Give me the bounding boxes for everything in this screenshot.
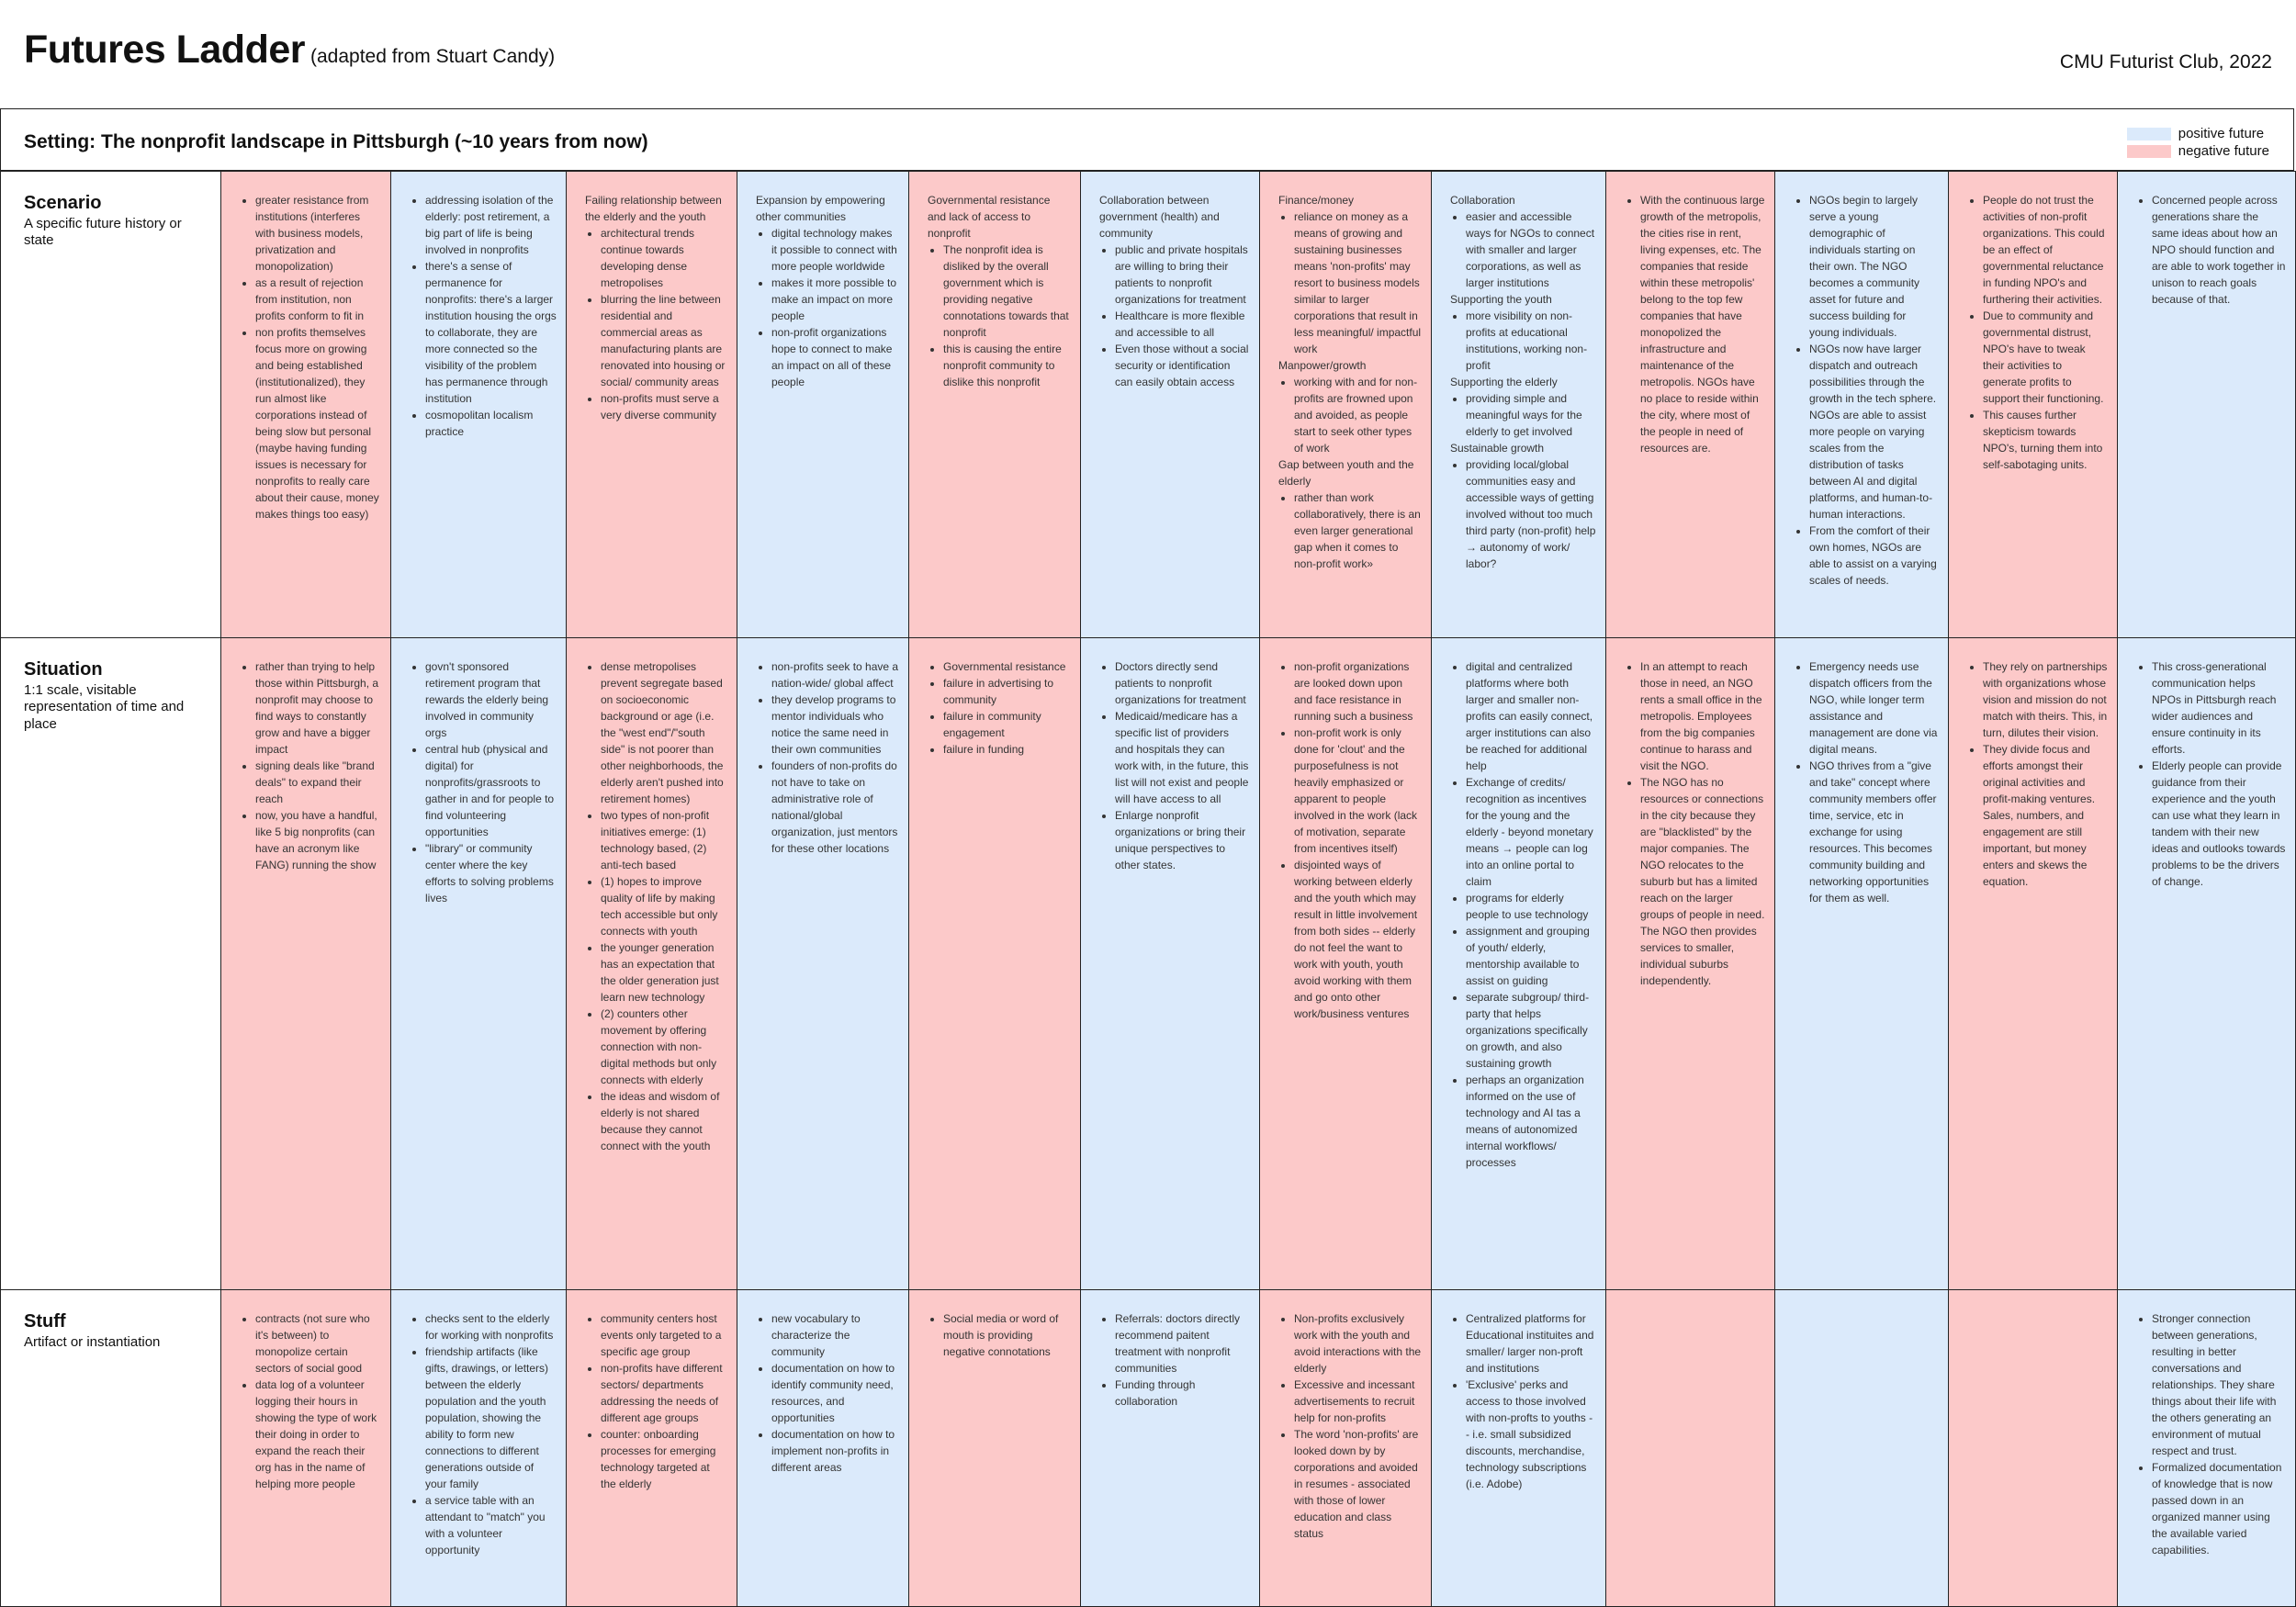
- ladder-cell-scenario-10: [1775, 172, 1949, 637]
- ladder-cell-stuff-2: [391, 1290, 567, 1606]
- bullet-item: • With the continuous large growth of the metropolis, the cities rise in rent, living expenses, etc. The companies that reside within these metropolis' belong to the top few companies that have monopolized the infrastructure and maintenance of the metropolis. NGOs have no place to reside within the city, where most of the people in need of resources are.: [1640, 192, 1765, 456]
- legend-swatch-negative: [2127, 145, 2171, 158]
- bullet-item: • checks sent to the elderly for working with nonprofits: [425, 1310, 557, 1343]
- bullet-item: • non-profit work is only done for 'clout' and the purposefulness is not heavily emphasized or apparent to people involved in the work (lack of motivation, separate from incentives itself): [1294, 725, 1422, 857]
- bullet-list: [1625, 658, 1765, 989]
- bullet-item: • govn't sponsored retirement program that rewards the elderly being involved in community orgs: [425, 658, 557, 741]
- bullet-item: • non-profits have different sectors/ departments addressing the needs of different age groups: [601, 1360, 727, 1426]
- bullet-list: [756, 658, 899, 857]
- legend-swatch-positive: [2127, 128, 2171, 140]
- bullet-list: [240, 658, 381, 873]
- bullet-item: • as a result of rejection from institution, non profits conform to fit in: [255, 275, 381, 324]
- bullet-item: • non-profit organizations are looked down upon and face resistance in running such a business: [1294, 658, 1422, 725]
- ladder-cell-scenario-2: [391, 172, 567, 637]
- bullet-list: [1450, 308, 1596, 374]
- bullet-item: • providing simple and meaningful ways for the elderly to get involved: [1466, 390, 1596, 440]
- legend-label-negative: negative future: [2178, 143, 2269, 159]
- bullet-item: • this is causing the entire nonprofit community to dislike this nonprofit: [943, 341, 1071, 390]
- bullet-item: • failure in funding: [943, 741, 1071, 758]
- bullet-item: • Referrals: doctors directly recommend paitent treatment with nonprofit communities: [1115, 1310, 1250, 1377]
- bullet-item: • The NGO has no resources or connections in the city because they are "blacklisted" by the major companies. The NGO relocates to the suburb but has a limited reach on the larger groups of people in need. The NGO then provides services to smaller, individual suburbs independently.: [1640, 774, 1765, 989]
- bullet-item: • founders of non-profits do not have to take on administrative role of national/global organization, just mentors for these other locations: [771, 758, 899, 857]
- bullet-list: [240, 192, 381, 523]
- bullet-item: • The word 'non-profits' are looked down by by corporations and avoided in resumes - associated with those of lower education and class status: [1294, 1426, 1422, 1542]
- bullet-item: • addressing isolation of the elderly: post retirement, a big part of life is being involved in nonprofits: [425, 192, 557, 258]
- credit-label: CMU Futurist Club, 2022: [2059, 51, 2272, 73]
- ladder-cell-situation-12: [2118, 638, 2296, 1289]
- bullet-item: • non-profit organizations hope to connect to make an impact on all of these people: [771, 324, 899, 390]
- page-subtitle: (adapted from Stuart Candy): [310, 46, 556, 67]
- ladder-cell-scenario-11: [1949, 172, 2118, 637]
- bullet-item: • friendship artifacts (like gifts, drawings, or letters) between the elderly population and the youth population, showing the ability to form new connections to different generations outside of your family: [425, 1343, 557, 1492]
- bullet-list: [1278, 208, 1422, 357]
- bullet-item: • NGOs now have larger dispatch and outreach possibilities through the growth in the tech sphere. NGOs are able to assist more people on varying scales from the distribution of tasks between AI and digital platforms, and human-to-human interactions.: [1809, 341, 1939, 523]
- legend-item-negative: [2127, 142, 2269, 160]
- bullet-list: [2136, 1310, 2286, 1558]
- cell-heading: Sustainable growth: [1450, 442, 1545, 455]
- bullet-list: [1450, 390, 1596, 440]
- bullet-item: • signing deals like "brand deals" to expand their reach: [255, 758, 381, 807]
- bullet-item: • new vocabulary to characterize the community: [771, 1310, 899, 1360]
- bullet-item: • the ideas and wisdom of elderly is not shared because they cannot connect with the youth: [601, 1088, 727, 1154]
- bullet-item: • documentation on how to implement non-profits in different areas: [771, 1426, 899, 1476]
- row-header-stuff: [0, 1290, 221, 1606]
- row-header-scenario: [0, 172, 221, 637]
- bullet-list: [1278, 489, 1422, 572]
- bullet-item: • providing local/global communities easy and accessible ways of getting involved without too much third party (non-profit) help → autonomy of work/ labor?: [1466, 456, 1596, 572]
- row-description: 1:1 scale, visitable representation of time and place: [24, 682, 185, 732]
- bullet-list: [1099, 658, 1250, 873]
- cell-heading: Finance/money: [1278, 194, 1355, 207]
- bullet-item: • greater resistance from institutions (interferes with business models, privatization and monopolization): [255, 192, 381, 275]
- bullet-item: • cosmopolitan localism practice: [425, 407, 557, 440]
- ladder-cell-scenario-8: [1432, 172, 1606, 637]
- bullet-item: • Doctors directly send patients to nonprofit organizations for treatment: [1115, 658, 1250, 708]
- ladder-cell-scenario-1: [221, 172, 391, 637]
- ladder-cell-situation-5: [909, 638, 1081, 1289]
- bullet-item: • the younger generation has an expectation that the older generation just learn new technology: [601, 939, 727, 1006]
- legend-label-positive: positive future: [2178, 126, 2265, 141]
- bullet-item: • working with and for non-profits are frowned upon and avoided, as people start to seek other types of work: [1294, 374, 1422, 456]
- ladder-cell-situation-6: [1081, 638, 1260, 1289]
- ladder-cell-situation-4: [737, 638, 909, 1289]
- bullet-list: [1450, 208, 1596, 291]
- bullet-item: • non profits themselves focus more on growing and being established (institutionalized), they run almost like corporations instead of being slow but personal (maybe having funding issues is necessary for nonprofits to really care about their cause, money makes things too easy): [255, 324, 381, 523]
- bullet-list: [928, 658, 1071, 758]
- row-scenario: [0, 171, 2296, 637]
- bullet-item: • digital and centralized platforms where both larger and smaller non-profits can easily connect, arger institutions can also be reached for additional help: [1466, 658, 1596, 774]
- bullet-item: • failure in community engagement: [943, 708, 1071, 741]
- bullet-item: • data log of a volunteer logging their hours in showing the type of work their doing in order to expand the reach their org has in the name of helping more people: [255, 1377, 381, 1492]
- bullet-item: • Healthcare is more flexible and accessible to all: [1115, 308, 1250, 341]
- bullet-item: • contracts (not sure who it's between) to monopolize certain sectors of social good: [255, 1310, 381, 1377]
- bullet-item: • now, you have a handful, like 5 big nonprofits (can have an acronym like FANG) running the show: [255, 807, 381, 873]
- bullet-list: [1278, 374, 1422, 456]
- row-stuff: [0, 1289, 2296, 1607]
- setting-label: Setting: The nonprofit landscape in Pittsburgh (~10 years from now): [24, 131, 648, 152]
- bullet-item: • Concerned people across generations share the same ideas about how an NPO should function and are able to work together in unison to reach goals because of that.: [2152, 192, 2286, 308]
- ladder-cell-stuff-11: [1949, 1290, 2118, 1606]
- ladder-cell-scenario-9: [1606, 172, 1775, 637]
- ladder-cell-situation-3: [567, 638, 737, 1289]
- bullet-list: [1625, 192, 1765, 456]
- bullet-item: • Exchange of credits/ recognition as incentives for the young and the elderly - beyond monetary means → people can log into an online portal to claim: [1466, 774, 1596, 890]
- bullet-list: [1099, 1310, 1250, 1410]
- ladder-cell-situation-7: [1260, 638, 1432, 1289]
- bullet-item: • digital technology makes it possible to connect with more people worldwide: [771, 225, 899, 275]
- bullet-item: • Enlarge nonprofit organizations or bring their unique perspectives to other states.: [1115, 807, 1250, 873]
- bullet-item: • The nonprofit idea is disliked by the overall government which is providing negative connotations towards that nonprofit: [943, 242, 1071, 341]
- cell-heading: Governmental resistance and lack of access to nonprofit: [928, 194, 1051, 240]
- bullet-list: [585, 1310, 727, 1492]
- bullet-item: • non-profits must serve a very diverse community: [601, 390, 727, 423]
- bullet-item: • they develop programs to mentor individuals who notice the same need in their own communities: [771, 691, 899, 758]
- bullet-list: [928, 1310, 1071, 1360]
- bullet-item: • disjointed ways of working between elderly and the youth which may result in little involvement from both sides -- elderly do not feel the want to work with youth, youth avoid working with them and go onto other work/business ventures: [1294, 857, 1422, 1022]
- bullet-item: • Stronger connection between generations, resulting in better conversations and relationships. They share things about their life with the others generating an environment of mutual respect and trust.: [2152, 1310, 2286, 1459]
- ladder-cell-stuff-9: [1606, 1290, 1775, 1606]
- bullet-item: • reliance on money as a means of growing and sustaining businesses means 'non-profits' may resort to business models similar to larger corporations that result in less meaningful/ impactful work: [1294, 208, 1422, 357]
- bullet-item: • They divide focus and efforts amongst their original activities and profit-making ventures. Sales, numbers, and engagement are still important, but money enters and skews the equation.: [1983, 741, 2108, 890]
- bullet-item: • assignment and grouping of youth/ elderly, mentorship available to assist on guiding: [1466, 923, 1596, 989]
- cell-heading: Supporting the youth: [1450, 293, 1552, 306]
- bullet-item: • rather than trying to help those within Pittsburgh, a nonprofit may choose to find ways to constantly grow and have a bigger impact: [255, 658, 381, 758]
- cell-heading: Manpower/growth: [1278, 359, 1367, 372]
- bullet-item: • This cross-generational communication helps NPOs in Pittsburgh reach wider audiences and ensure continuity in its efforts.: [2152, 658, 2286, 758]
- bullet-list: [410, 658, 557, 906]
- bullet-item: • Formalized documentation of knowledge that is now passed down in an organized manner using the available varied capabilities.: [2152, 1459, 2286, 1558]
- legend-item-positive: [2127, 125, 2269, 142]
- header: [0, 0, 2296, 108]
- bullet-item: • makes it more possible to make an impact on more people: [771, 275, 899, 324]
- title-text: Futures Ladder: [24, 28, 305, 72]
- bullet-item: • Medicaid/medicare has a specific list of providers and hospitals they can work with, in the future, this list will not exist and people will have access to all: [1115, 708, 1250, 807]
- cell-heading: Gap between youth and the elderly: [1278, 458, 1414, 488]
- ladder-cell-situation-8: [1432, 638, 1606, 1289]
- bullet-list: [410, 1310, 557, 1558]
- ladder-cell-stuff-7: [1260, 1290, 1432, 1606]
- row-situation: [0, 637, 2296, 1289]
- bullet-item: • dense metropolises prevent segregate based on socioeconomic background or age (i.e. the "west end"/"south side" is not poorer than other neighborhoods, the elderly aren't pushed into retirement homes): [601, 658, 727, 807]
- cell-heading: Supporting the elderly: [1450, 376, 1558, 388]
- bullet-item: • easier and accessible ways for NGOs to connect with smaller and larger corporations, as well as larger institutions: [1466, 208, 1596, 291]
- bullet-list: [928, 242, 1071, 390]
- bullet-list: [1278, 658, 1422, 1022]
- row-title: Scenario: [24, 193, 102, 213]
- bullet-item: • (2) counters other movement by offering connection with non-digital methods but only connects with elderly: [601, 1006, 727, 1088]
- ladder-cell-situation-1: [221, 638, 391, 1289]
- bullet-list: [756, 225, 899, 390]
- bullet-item: • two types of non-profit initiatives emerge: (1) technology based, (2) anti-tech based: [601, 807, 727, 873]
- futures-ladder-grid: [0, 171, 2296, 1607]
- ladder-cell-scenario-12: [2118, 172, 2296, 637]
- cell-heading: Collaboration between government (health) and community: [1099, 194, 1220, 240]
- cell-heading: Collaboration: [1450, 194, 1515, 207]
- row-header-situation: [0, 638, 221, 1289]
- bullet-item: • From the comfort of their own homes, NGOs are able to assist on a varying scales of needs.: [1809, 523, 1939, 589]
- bullet-item: • Elderly people can provide guidance from their experience and the youth can use what they learn in tandem with their new ideas and outlooks towards problems to be the drivers of change.: [2152, 758, 2286, 890]
- ladder-cell-scenario-6: [1081, 172, 1260, 637]
- bullet-item: • 'Exclusive' perks and access to those involved with non-profts to youths -- i.e. small subsidized discounts, merchandise, technology subscriptions (i.e. Adobe): [1466, 1377, 1596, 1492]
- cell-heading: Expansion by empowering other communities: [756, 194, 885, 223]
- bullet-list: [1794, 658, 1939, 906]
- bullet-item: • failure in advertising to community: [943, 675, 1071, 708]
- bullet-list: [585, 658, 727, 1154]
- bullet-item: • documentation on how to identify community need, resources, and opportunities: [771, 1360, 899, 1426]
- ladder-cell-scenario-5: [909, 172, 1081, 637]
- bullet-list: [1967, 192, 2108, 473]
- bullet-item: • In an attempt to reach those in need, an NGO rents a small office in the metropolis. Employees from the big companies continue to harass and visit the NGO.: [1640, 658, 1765, 774]
- ladder-cell-scenario-3: [567, 172, 737, 637]
- bullet-item: • community centers host events only targeted to a specific age group: [601, 1310, 727, 1360]
- bullet-item: • counter: onboarding processes for emerging technology targeted at the elderly: [601, 1426, 727, 1492]
- bullet-item: • blurring the line between residential and commercial areas as manufacturing plants are renovated into housing or social/ community areas: [601, 291, 727, 390]
- ladder-cell-stuff-6: [1081, 1290, 1260, 1606]
- bullet-list: [585, 225, 727, 423]
- cell-heading: Failing relationship between the elderly and the youth: [585, 194, 722, 223]
- bullet-list: [1450, 658, 1596, 1171]
- bullet-item: • separate subgroup/ third-party that helps organizations specifically on growth, and also sustaining growth: [1466, 989, 1596, 1072]
- bullet-item: • Even those without a social security or identification can easily obtain access: [1115, 341, 1250, 390]
- bullet-item: • a service table with an attendant to "match" you with a volunteer opportunity: [425, 1492, 557, 1558]
- bullet-list: [2136, 658, 2286, 890]
- ladder-cell-stuff-1: [221, 1290, 391, 1606]
- bullet-item: • rather than work collaboratively, there is an even larger generational gap when it comes to non-profit work»: [1294, 489, 1422, 572]
- bullet-list: [240, 1310, 381, 1492]
- row-description: A specific future history or state: [24, 216, 182, 249]
- bullet-list: [1278, 1310, 1422, 1542]
- page-title: [24, 28, 555, 73]
- bullet-list: [1450, 1310, 1596, 1492]
- bullet-item: • Due to community and governmental distrust, NPO's have to tweak their activities to generate profits to support their functioning.: [1983, 308, 2108, 407]
- ladder-cell-scenario-4: [737, 172, 909, 637]
- bullet-item: • NGO thrives from a "give and take" concept where community members offer time, service, etc in exchange for using resources. This becomes community building and networking opportunities for them as well.: [1809, 758, 1939, 906]
- bullet-item: • People do not trust the activities of non-profit organizations. This could be an effect of governmental reluctance in funding NPO's and furthering their activities.: [1983, 192, 2108, 308]
- bullet-item: • central hub (physical and digital) for nonprofits/grassroots to gather in and for people to find volunteering opportunities: [425, 741, 557, 840]
- ladder-cell-stuff-5: [909, 1290, 1081, 1606]
- ladder-cell-stuff-8: [1432, 1290, 1606, 1606]
- bullet-item: • perhaps an organization informed on the use of technology and AI tas a means of autonomized internal workflows/ processes: [1466, 1072, 1596, 1171]
- bullet-item: • Non-profits exclusively work with the youth and avoid interactions with the elderly: [1294, 1310, 1422, 1377]
- ladder-cell-situation-9: [1606, 638, 1775, 1289]
- bullet-item: • architectural trends continue towards developing dense metropolises: [601, 225, 727, 291]
- bullet-list: [410, 192, 557, 440]
- setting-bar: [0, 108, 2294, 171]
- bullet-list: [1099, 242, 1250, 390]
- bullet-item: • Funding through collaboration: [1115, 1377, 1250, 1410]
- bullet-item: • programs for elderly people to use technology: [1466, 890, 1596, 923]
- ladder-cell-situation-11: [1949, 638, 2118, 1289]
- bullet-item: • more visibility on non-profits at educational institutions, working non-profit: [1466, 308, 1596, 374]
- bullet-item: • (1) hopes to improve quality of life by making tech accessible but only connects with youth: [601, 873, 727, 939]
- row-description: Artifact or instantiation: [24, 1334, 161, 1350]
- ladder-cell-stuff-4: [737, 1290, 909, 1606]
- ladder-cell-stuff-10: [1775, 1290, 1949, 1606]
- bullet-item: • Centralized platforms for Educational instituites and smaller/ larger non-proft and institutions: [1466, 1310, 1596, 1377]
- bullet-list: [1794, 192, 1939, 589]
- row-title: Situation: [24, 659, 103, 680]
- bullet-item: • there's a sense of permanence for nonprofits: there's a larger institution housing the orgs to collaborate, they are more connected so the visibility of the problem has permanence through institution: [425, 258, 557, 407]
- ladder-cell-scenario-7: [1260, 172, 1432, 637]
- bullet-item: • non-profits seek to have a nation-wide/ global affect: [771, 658, 899, 691]
- ladder-cell-stuff-3: [567, 1290, 737, 1606]
- bullet-item: • They rely on partnerships with organizations whose vision and mission do not match with theirs. This, in turn, dilutes their vision.: [1983, 658, 2108, 741]
- bullet-list: [2136, 192, 2286, 308]
- bullet-item: • Emergency needs use dispatch officers from the NGO, while longer term assistance and management are done via digital means.: [1809, 658, 1939, 758]
- bullet-item: • Social media or word of mouth is providing negative connotations: [943, 1310, 1071, 1360]
- bullet-item: • Governmental resistance: [943, 658, 1071, 675]
- bullet-list: [1967, 658, 2108, 890]
- bullet-item: • Excessive and incessant advertisements to recruit help for non-profits: [1294, 1377, 1422, 1426]
- legend: [2127, 125, 2269, 160]
- bullet-list: [756, 1310, 899, 1476]
- ladder-cell-situation-10: [1775, 638, 1949, 1289]
- bullet-list: [1450, 456, 1596, 572]
- bullet-item: • "library" or community center where the key efforts to solving problems lives: [425, 840, 557, 906]
- ladder-cell-stuff-12: [2118, 1290, 2296, 1606]
- row-title: Stuff: [24, 1311, 66, 1332]
- bullet-item: • NGOs begin to largely serve a young demographic of individuals starting on their own. The NGO becomes a community asset for future and success building for young individuals.: [1809, 192, 1939, 341]
- bullet-item: • public and private hospitals are willing to bring their patients to nonprofit organizations for treatment: [1115, 242, 1250, 308]
- bullet-item: • This causes further skepticism towards NPO's, turning them into self-sabotaging units.: [1983, 407, 2108, 473]
- ladder-cell-situation-2: [391, 638, 567, 1289]
